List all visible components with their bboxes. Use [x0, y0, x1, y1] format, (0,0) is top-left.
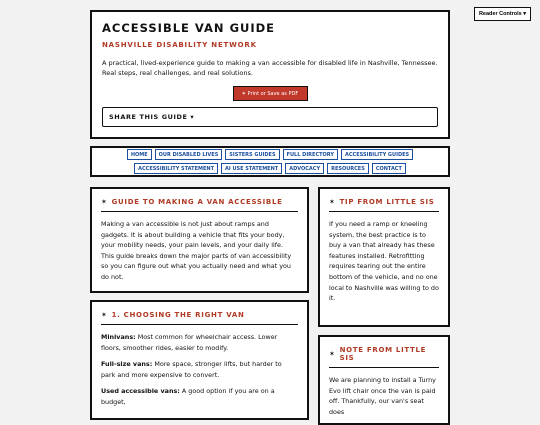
note-card-title	[329, 346, 439, 368]
star-icon: ✶	[329, 198, 336, 206]
site-subtitle: NASHVILLE DISABILITY NETWORK	[102, 41, 257, 49]
tip-body-text: If you need a ramp or kneeling system, the best practice is to buy a van that already has these features installed. Retrofitting requires tearing out the entire bottom of the vehicle, and no one local to Nashville was willing to do it.	[329, 220, 439, 303]
van-option-used	[101, 386, 298, 407]
choose-van-card	[90, 300, 309, 420]
nav-full-directory[interactable]: FULL DIRECTORY	[283, 149, 338, 160]
van-option-term: Used accessible vans:	[101, 387, 180, 396]
nav-home[interactable]: HOME	[127, 149, 152, 160]
site-title: ACCESSIBLE VAN GUIDE	[102, 21, 276, 35]
van-option-full-size	[101, 359, 298, 380]
van-option-minivans	[101, 332, 298, 353]
tip-card-title	[329, 198, 439, 212]
print-pdf-button[interactable]: ✶ Print or Save as PDF	[233, 86, 308, 101]
nav-advocacy[interactable]: ADVOCACY	[285, 163, 324, 174]
main-nav	[90, 146, 450, 177]
van-option-term: Minivans:	[101, 333, 136, 341]
guide-card-title	[101, 198, 298, 212]
reader-controls-button[interactable]: Reader Controls ▾	[474, 7, 531, 21]
van-option-text: More space, stronger lifts, but harder to park and more expensive to convert.	[101, 360, 282, 379]
van-option-text: Most common for wheelchair access. Lower floors, smoother rides, easier to modify.	[101, 333, 278, 352]
star-icon: ✶	[329, 350, 336, 358]
note-card	[318, 335, 450, 425]
note-title-text: NOTE FROM LITTLE SIS	[339, 346, 427, 362]
guide-title-text: GUIDE TO MAKING A VAN ACCESSIBLE	[111, 198, 283, 206]
nav-sisters-guides[interactable]: SISTERS GUIDES	[225, 149, 279, 160]
star-icon: ✶	[101, 198, 108, 206]
site-header	[90, 10, 450, 139]
nav-accessibility-statement[interactable]: ACCESSIBILITY STATEMENT	[134, 163, 218, 174]
tip-card	[318, 187, 450, 327]
van-option-term: Full-size vans:	[101, 360, 153, 369]
share-guide-label: SHARE THIS GUIDE ▾	[109, 113, 195, 121]
nav-ai-use-statement[interactable]: AI USE STATEMENT	[221, 163, 282, 174]
guide-body-text: Making a van accessible is not just about ramps and gadgets. It is about building a vehicle that fits your body, your mobility needs, your pain levels, and your daily life. This guide breaks down the major parts of van accessibility so you can figure out what you actually need and what you do not.	[101, 220, 292, 281]
share-guide-toggle[interactable]	[102, 107, 438, 127]
choose-van-title-text: 1. CHOOSING THE RIGHT VAN	[111, 311, 245, 319]
intro-text: A practical, lived-experience guide to making a van accessible for disabled life in Nashville, Tennessee. Real steps, real challenges, and real solutions.	[102, 59, 438, 77]
star-icon: ✶	[101, 311, 108, 319]
tip-title-text: TIP FROM LITTLE SIS	[339, 198, 435, 206]
choose-van-card-title	[101, 311, 298, 325]
nav-our-disabled-lives[interactable]: OUR DISABLED LIVES	[155, 149, 223, 160]
nav-contact[interactable]: CONTACT	[372, 163, 406, 174]
nav-accessibility-guides[interactable]: ACCESSIBILITY GUIDES	[341, 149, 413, 160]
guide-card	[90, 187, 309, 293]
van-option-text: A good option if you are on a budget,	[101, 387, 275, 406]
note-body-text: We are planning to install a Turny Evo lift chair once the van is paid off. Thankfully, our van's seat does	[329, 376, 436, 416]
nav-resources[interactable]: RESOURCES	[327, 163, 369, 174]
